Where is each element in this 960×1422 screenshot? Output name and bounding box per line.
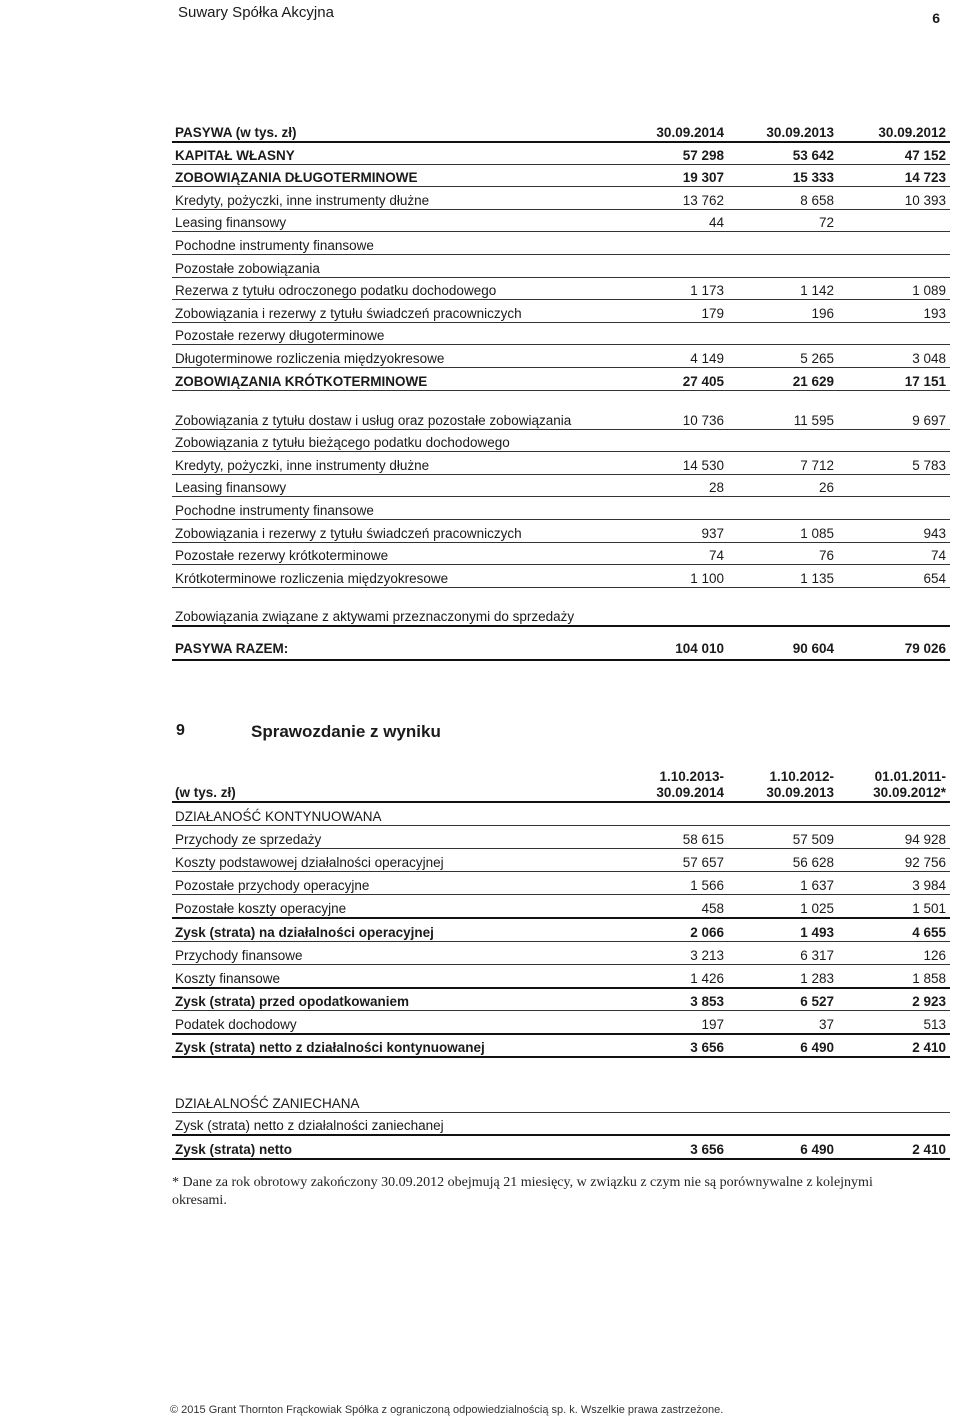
- row-value: 44: [618, 209, 728, 232]
- spacer-row: [172, 1057, 950, 1089]
- row-value: [618, 497, 728, 520]
- income-col-2012-from: 01.01.2011-: [874, 769, 946, 784]
- row-value: 1 025: [728, 895, 838, 918]
- income-row: [172, 941, 950, 964]
- row-value: [838, 209, 950, 232]
- row-value: 10 393: [838, 187, 950, 210]
- row-value: 47 152: [838, 142, 950, 165]
- section-number: 9: [176, 722, 185, 739]
- row-label: Pozostałe koszty operacyjne: [172, 895, 618, 918]
- row-value: 8 658: [728, 187, 838, 210]
- row-value: [728, 255, 838, 278]
- row-value: [838, 497, 950, 520]
- row-value: 104 010: [618, 626, 728, 660]
- row-value: [618, 255, 728, 278]
- row-value: 1 135: [728, 565, 838, 588]
- spacer-cell: [728, 1057, 838, 1089]
- row-value: 6 527: [728, 988, 838, 1011]
- row-value: 56 628: [728, 848, 838, 871]
- balance-row: [172, 277, 950, 300]
- row-label: Zobowiązania i rezerwy z tytułu świadczeń pracowniczych: [172, 520, 618, 543]
- balance-row: [172, 164, 950, 187]
- row-label: Koszty finansowe: [172, 964, 618, 987]
- row-value: 1 089: [838, 277, 950, 300]
- income-row: [172, 1135, 950, 1158]
- row-value: [838, 802, 950, 825]
- row-value: 193: [838, 300, 950, 323]
- section-title: Sprawozdanie z wyniku: [251, 722, 441, 741]
- income-col-2012: [838, 766, 950, 802]
- balance-row: [172, 368, 950, 391]
- row-value: 53 642: [728, 142, 838, 165]
- spacer-cell: [618, 1057, 728, 1089]
- row-value: [618, 1089, 728, 1112]
- row-value: 58 615: [618, 825, 728, 848]
- row-value: 5 265: [728, 345, 838, 368]
- row-value: 94 928: [838, 825, 950, 848]
- income-col-2014-from: 1.10.2013-: [659, 769, 724, 784]
- row-label: Koszty podstawowej działalności operacyjnej: [172, 848, 618, 871]
- row-label: Zobowiązania z tytułu bieżącego podatku dochodowego: [172, 429, 618, 452]
- row-label: Przychody finansowe: [172, 941, 618, 964]
- balance-sheet-liabilities-table: [172, 119, 950, 661]
- row-value: 2 410: [838, 1135, 950, 1158]
- row-value: 13 762: [618, 187, 728, 210]
- row-value: [728, 497, 838, 520]
- row-label: Zysk (strata) na działalności operacyjnej: [172, 918, 618, 941]
- row-label: Pozostałe przychody operacyjne: [172, 872, 618, 895]
- balance-row: [172, 209, 950, 232]
- row-value: 1 493: [728, 918, 838, 941]
- row-value: 1 637: [728, 872, 838, 895]
- income-header-label: (w tys. zł): [172, 766, 618, 802]
- row-value: [618, 429, 728, 452]
- row-value: 72: [728, 209, 838, 232]
- row-value: 126: [838, 941, 950, 964]
- income-row: [172, 1034, 950, 1057]
- row-value: [728, 232, 838, 255]
- row-value: 28: [618, 474, 728, 497]
- row-value: 11 595: [728, 390, 838, 429]
- row-value: 1 566: [618, 872, 728, 895]
- row-label: Długoterminowe rozliczenia międzyokresowe: [172, 345, 618, 368]
- copyright-notice: © 2015 Grant Thornton Frąckowiak Spółka z ograniczoną odpowiedzialnością sp. k. Wszelkie prawa zastrzeżone.: [170, 1404, 724, 1416]
- row-value: 92 756: [838, 848, 950, 871]
- row-label: Kredyty, pożyczki, inne instrumenty dłużne: [172, 452, 618, 475]
- balance-row: [172, 429, 950, 452]
- row-value: [838, 322, 950, 345]
- row-value: 196: [728, 300, 838, 323]
- row-label: KAPITAŁ WŁASNY: [172, 142, 618, 165]
- row-value: [728, 587, 838, 626]
- balance-row: [172, 542, 950, 565]
- row-label: Krótkoterminowe rozliczenia międzyokresowe: [172, 565, 618, 588]
- row-value: 14 723: [838, 164, 950, 187]
- row-value: 74: [618, 542, 728, 565]
- row-value: [728, 1089, 838, 1112]
- income-col-2014-to: 30.09.2014: [656, 785, 724, 800]
- row-value: 1 501: [838, 895, 950, 918]
- income-row: [172, 848, 950, 871]
- balance-col-2014: 30.09.2014: [618, 119, 728, 142]
- row-label: Rezerwa z tytułu odroczonego podatku dochodowego: [172, 277, 618, 300]
- row-value: 26: [728, 474, 838, 497]
- income-col-2014: [618, 766, 728, 802]
- income-row: [172, 988, 950, 1011]
- balance-row: [172, 587, 950, 626]
- row-value: 17 151: [838, 368, 950, 391]
- income-row: [172, 872, 950, 895]
- income-statement-table: [172, 766, 950, 1160]
- row-label: Pozostałe rezerwy długoterminowe: [172, 322, 618, 345]
- row-value: 1 426: [618, 964, 728, 987]
- row-value: 79 026: [838, 626, 950, 660]
- income-row: [172, 964, 950, 987]
- row-value: 10 736: [618, 390, 728, 429]
- row-value: [838, 1112, 950, 1135]
- row-value: 7 712: [728, 452, 838, 475]
- row-value: 3 656: [618, 1135, 728, 1158]
- row-value: 57 509: [728, 825, 838, 848]
- row-value: 27 405: [618, 368, 728, 391]
- row-value: 1 142: [728, 277, 838, 300]
- balance-row: [172, 565, 950, 588]
- row-value: 2 410: [838, 1034, 950, 1057]
- income-header-row: [172, 766, 950, 802]
- row-label: Zobowiązania z tytułu dostaw i usług oraz pozostałe zobowiązania: [172, 390, 618, 429]
- row-value: 179: [618, 300, 728, 323]
- row-label: Przychody ze sprzedaży: [172, 825, 618, 848]
- row-value: 5 783: [838, 452, 950, 475]
- row-label: ZOBOWIĄZANIA DŁUGOTERMINOWE: [172, 164, 618, 187]
- balance-row: [172, 452, 950, 475]
- spacer-cell: [172, 1057, 618, 1089]
- spacer-cell: [838, 1057, 950, 1089]
- balance-row: [172, 390, 950, 429]
- balance-row: [172, 474, 950, 497]
- row-value: 1 100: [618, 565, 728, 588]
- row-value: [728, 1112, 838, 1135]
- row-value: 90 604: [728, 626, 838, 660]
- balance-header-label: PASYWA (w tys. zł): [172, 119, 618, 142]
- income-row: [172, 1011, 950, 1034]
- income-col-2013-from: 1.10.2012-: [769, 769, 834, 784]
- income-row: [172, 825, 950, 848]
- row-label: Leasing finansowy: [172, 209, 618, 232]
- row-value: 15 333: [728, 164, 838, 187]
- row-label: Pozostałe zobowiązania: [172, 255, 618, 278]
- row-value: [618, 1112, 728, 1135]
- row-value: 937: [618, 520, 728, 543]
- balance-row: [172, 187, 950, 210]
- row-value: 6 490: [728, 1034, 838, 1057]
- row-value: 3 656: [618, 1034, 728, 1057]
- footnote: * Dane za rok obrotowy zakończony 30.09.2012 obejmują 21 miesięcy, w związku z czym nie są porównywalne z kolejnymi okresami.: [172, 1175, 873, 1208]
- income-row: [172, 1112, 950, 1135]
- income-row: [172, 918, 950, 941]
- row-value: 21 629: [728, 368, 838, 391]
- row-label: Kredyty, pożyczki, inne instrumenty dłużne: [172, 187, 618, 210]
- row-value: 14 530: [618, 452, 728, 475]
- row-value: 943: [838, 520, 950, 543]
- row-value: 3 048: [838, 345, 950, 368]
- row-value: 76: [728, 542, 838, 565]
- row-label: DZIAŁALNOŚĆ ZANIECHANA: [172, 1089, 618, 1112]
- row-value: [838, 474, 950, 497]
- row-label: Zysk (strata) netto: [172, 1135, 618, 1158]
- row-value: 6 317: [728, 941, 838, 964]
- balance-row: [172, 255, 950, 278]
- row-value: 458: [618, 895, 728, 918]
- row-label: Leasing finansowy: [172, 474, 618, 497]
- row-label: Zobowiązania i rezerwy z tytułu świadczeń pracowniczych: [172, 300, 618, 323]
- income-col-2012-to: 30.09.2012*: [873, 785, 946, 800]
- row-value: 57 298: [618, 142, 728, 165]
- income-col-2013-to: 30.09.2013: [766, 785, 834, 800]
- row-value: 1 283: [728, 964, 838, 987]
- row-value: 6 490: [728, 1135, 838, 1158]
- row-label: Zysk (strata) netto z działalności zaniechanej: [172, 1112, 618, 1135]
- row-value: 3 853: [618, 988, 728, 1011]
- income-col-2013: [728, 766, 838, 802]
- row-value: 37: [728, 1011, 838, 1034]
- row-value: 57 657: [618, 848, 728, 871]
- balance-row: [172, 626, 950, 660]
- row-label: Zysk (strata) przed opodatkowaniem: [172, 988, 618, 1011]
- row-value: [838, 1089, 950, 1112]
- row-value: 654: [838, 565, 950, 588]
- row-value: [618, 322, 728, 345]
- row-value: [618, 802, 728, 825]
- balance-col-2013: 30.09.2013: [728, 119, 838, 142]
- row-value: [618, 587, 728, 626]
- company-header: Suwary Spółka Akcyjna: [178, 4, 334, 21]
- income-row: [172, 802, 950, 825]
- row-value: [838, 429, 950, 452]
- income-row: [172, 895, 950, 918]
- row-value: 2 066: [618, 918, 728, 941]
- row-value: 1 085: [728, 520, 838, 543]
- row-value: 2 923: [838, 988, 950, 1011]
- row-value: 3 984: [838, 872, 950, 895]
- row-value: [838, 232, 950, 255]
- row-value: [728, 429, 838, 452]
- row-value: [838, 255, 950, 278]
- row-value: 9 697: [838, 390, 950, 429]
- balance-row: [172, 232, 950, 255]
- row-label: PASYWA RAZEM:: [172, 626, 618, 660]
- page-number: 6: [932, 10, 940, 26]
- row-value: 74: [838, 542, 950, 565]
- balance-row: [172, 345, 950, 368]
- balance-row: [172, 497, 950, 520]
- row-value: 1 858: [838, 964, 950, 987]
- row-label: Pochodne instrumenty finansowe: [172, 232, 618, 255]
- row-label: DZIAŁANOŚĆ KONTYNUOWANA: [172, 802, 618, 825]
- row-value: [618, 232, 728, 255]
- balance-header-row: [172, 119, 950, 142]
- row-value: [838, 587, 950, 626]
- row-value: [728, 322, 838, 345]
- row-value: 3 213: [618, 941, 728, 964]
- row-value: 4 149: [618, 345, 728, 368]
- balance-row: [172, 322, 950, 345]
- row-label: ZOBOWIĄZANIA KRÓTKOTERMINOWE: [172, 368, 618, 391]
- balance-row: [172, 142, 950, 165]
- row-value: 19 307: [618, 164, 728, 187]
- row-label: Zysk (strata) netto z działalności kontynuowanej: [172, 1034, 618, 1057]
- row-value: 197: [618, 1011, 728, 1034]
- row-label: Podatek dochodowy: [172, 1011, 618, 1034]
- row-label: Pochodne instrumenty finansowe: [172, 497, 618, 520]
- row-value: 1 173: [618, 277, 728, 300]
- row-value: 513: [838, 1011, 950, 1034]
- balance-row: [172, 520, 950, 543]
- row-label: Zobowiązania związane z aktywami przeznaczonymi do sprzedaży: [172, 587, 618, 626]
- row-value: 4 655: [838, 918, 950, 941]
- row-label: Pozostałe rezerwy krótkoterminowe: [172, 542, 618, 565]
- row-value: [728, 802, 838, 825]
- balance-row: [172, 300, 950, 323]
- balance-col-2012: 30.09.2012: [838, 119, 950, 142]
- income-row: [172, 1089, 950, 1112]
